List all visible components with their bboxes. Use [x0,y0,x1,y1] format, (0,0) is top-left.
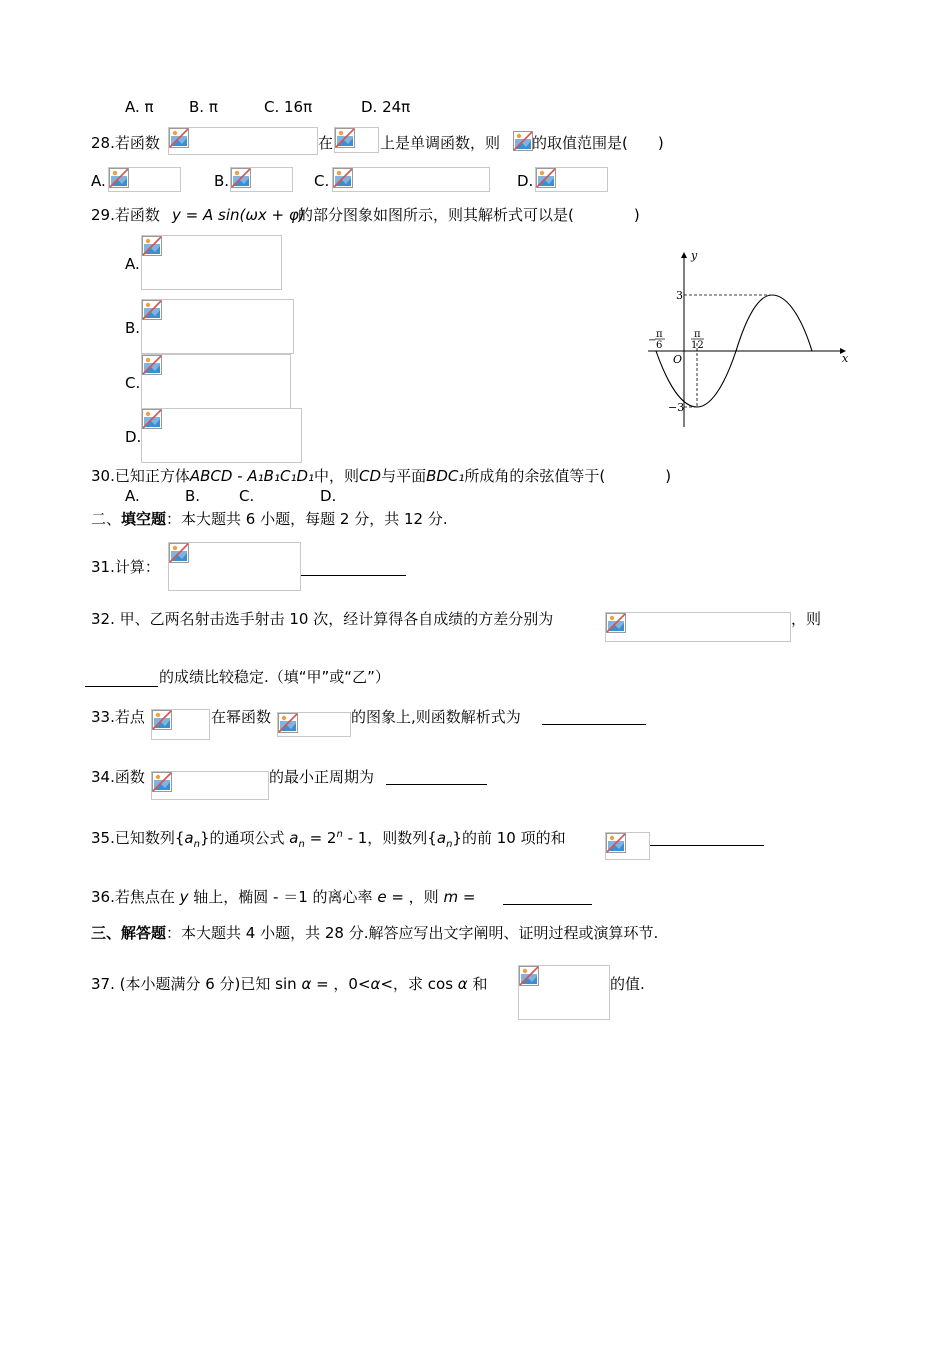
broken-image-icon [169,128,189,148]
broken-image-icon [109,168,129,188]
q27-option-b: B. π [189,98,218,116]
broken-image-icon [536,168,556,188]
q30-mid: 中，则 [314,467,360,485]
q31-answer-blank [301,575,406,576]
broken-image-icon [152,710,172,730]
q34-suffix: 的最小正周期为 [269,768,375,786]
q35-stem [91,828,566,848]
q36-stem [91,887,475,907]
broken-image-icon [335,128,355,148]
q28-suffix: 的取值范围是( ) [532,134,664,152]
q37-alpha2: α [370,975,381,993]
q32-line2: 的成绩比较稳定.（填“甲”或“乙”） [159,668,390,686]
q33-suffix: 的图象上,则函数解析式为 [351,708,521,726]
q30-plane: BDC₁ [426,467,465,485]
section-answer-heading [91,923,658,943]
q33-mid: 在幂函数 [211,708,272,726]
q37-suffix: 的值. [610,975,645,993]
q34-function-image [151,771,269,800]
q32-line1-end: ，则 [791,610,822,628]
q35-tail: - 1，则数列{ [342,829,437,847]
q28-option-d-label: D. [517,172,534,190]
q35-an2-sub: n [298,839,305,850]
q30-cd: CD [359,467,382,485]
q28-option-a-label: A. [91,172,106,190]
q28-option-d-image [535,167,608,192]
q29-stem-prefix: 29.若函数 [91,206,160,224]
q32-variance-image [605,612,791,642]
q30-cube: ABCD [189,467,233,485]
q29-option-c-image [141,354,291,409]
q35-answer-blank [650,845,764,846]
section3-title: 三、解答题 [91,924,167,942]
q30-option-b: B. [185,487,201,505]
q29-sine-graph [640,245,855,435]
q37-stem [91,974,487,994]
q29-option-a-image [141,235,282,290]
section-fill-in-heading [91,509,448,529]
graph-xright-num: π [694,329,701,340]
graph-xleft-den: 6 [656,340,663,351]
section2-number: 二、 [91,510,122,528]
q32-answer-blank [85,686,158,687]
q30-dash: - [232,467,248,485]
graph-xleft-sign: − [648,335,657,346]
q37-expression-image [518,965,610,1020]
broken-image-icon [152,772,172,792]
q36-prefix: 36.若焦点在 [91,888,180,906]
section2-title: 填空题 [121,510,167,528]
q30-prefix: 30.已知正方体 [91,467,190,485]
q29-stem-suffix: 的部分图象如图所示，则其解析式可以是( ) [298,206,640,224]
q30-option-d: D. [320,487,337,505]
q27-option-c: C. 16π [264,98,313,116]
q27-option-a: A. π [125,98,154,116]
broken-image-icon [231,168,251,188]
q31-expression-image [168,542,301,591]
q30-option-a: A. [125,487,140,505]
q34-answer-blank [386,784,487,785]
broken-image-icon [333,168,353,188]
q28-mid2: 上是单调函数，则 [380,134,501,152]
q28-function-image [168,127,318,155]
q35-suffix: }的前 10 项的和 [452,829,566,847]
broken-image-icon [606,613,626,633]
graph-x-label: x [842,352,849,365]
broken-image-icon [606,833,626,853]
q36-m: m [443,888,459,906]
q29-option-b-label: B. [125,319,141,337]
graph-ymax-label: 3 [676,289,683,302]
broken-image-icon [519,966,539,986]
q28-option-b-image [230,167,293,192]
q37-mid: = ，0< [311,975,371,993]
q35-an3: a [436,829,447,847]
broken-image-icon [142,300,162,320]
q31-text: 31.计算： [91,558,160,576]
q29-formula: y = A sin(ωx + φ) [172,206,305,224]
broken-image-icon [142,355,162,375]
q33-function-image [277,712,351,737]
q30-mid2: 与平面 [381,467,427,485]
q30-cube-2: A₁B₁C₁D₁ [247,467,315,485]
q35-exp: n [336,829,343,840]
q35-an3-sub: n [446,839,453,850]
section2-desc: ：本大题共 6 小题，每题 2 分，共 12 分. [166,510,448,528]
q33-point-image [151,709,210,740]
graph-xright-den: 12 [691,340,704,351]
q30-suffix: 所成角的余弦值等于( ) [464,467,672,485]
q30-option-c: C. [239,487,255,505]
q35-an: a [184,829,194,847]
q30-stem [91,466,671,486]
q35-an2: a [289,829,299,847]
graph-origin-label: O [673,353,683,366]
section3-desc: ：本大题共 4 小题，共 28 分.解答应写出文字阐明、证明过程或演算环节. [166,924,659,942]
q37-prefix: 37. (本小题满分 6 分)已知 sin [91,975,302,993]
q36-e: e [377,888,387,906]
q36-mid2: = ，则 [386,888,444,906]
q28-interval-image [334,127,379,153]
q28-prefix: 28.若函数 [91,134,160,152]
q35-sum-image [605,832,650,860]
q35-eq: = 2 [304,829,337,847]
q28-mid1: 在 [318,134,334,152]
q35-mid: }的通项公式 [199,829,290,847]
q35-an-sub: n [193,839,200,850]
q37-alpha: α [301,975,312,993]
q27-option-d: D. 24π [361,98,411,116]
q28-option-b-label: B. [214,172,230,190]
q35-prefix: 35.已知数列{ [91,829,185,847]
q28-option-c-label: C. [314,172,330,190]
q33-answer-blank [542,724,646,725]
q29-option-d-label: D. [125,428,142,446]
q37-alpha3: α [457,975,468,993]
graph-xleft-num: π [656,329,663,340]
q37-and: 和 [467,975,488,993]
q37-mid2: <，求 cos [380,975,458,993]
broken-image-icon [142,409,162,429]
broken-image-icon [278,713,298,733]
q29-option-d-image [141,408,302,463]
q28-param-image-icon [513,131,533,151]
graph-ymin-label: −3 [668,401,685,414]
broken-image-icon [142,236,162,256]
q34-prefix: 34.函数 [91,768,145,786]
q32-line1: 32. 甲、乙两名射击选手射击 10 次，经计算得各自成绩的方差分别为 [91,610,554,628]
q36-answer-blank [503,904,592,905]
q36-y: y [179,888,189,906]
q36-eq: = [458,888,476,906]
q28-option-a-image [108,167,181,192]
graph-y-label: y [691,249,698,262]
broken-image-icon [169,543,189,563]
q29-option-c-label: C. [125,374,141,392]
q29-option-b-image [141,299,294,354]
q28-option-c-image [332,167,490,192]
q36-mid: 轴上，椭圆 - ＝1 的离心率 [188,888,378,906]
q29-option-a-label: A. [125,255,140,273]
q33-prefix: 33.若点 [91,708,145,726]
